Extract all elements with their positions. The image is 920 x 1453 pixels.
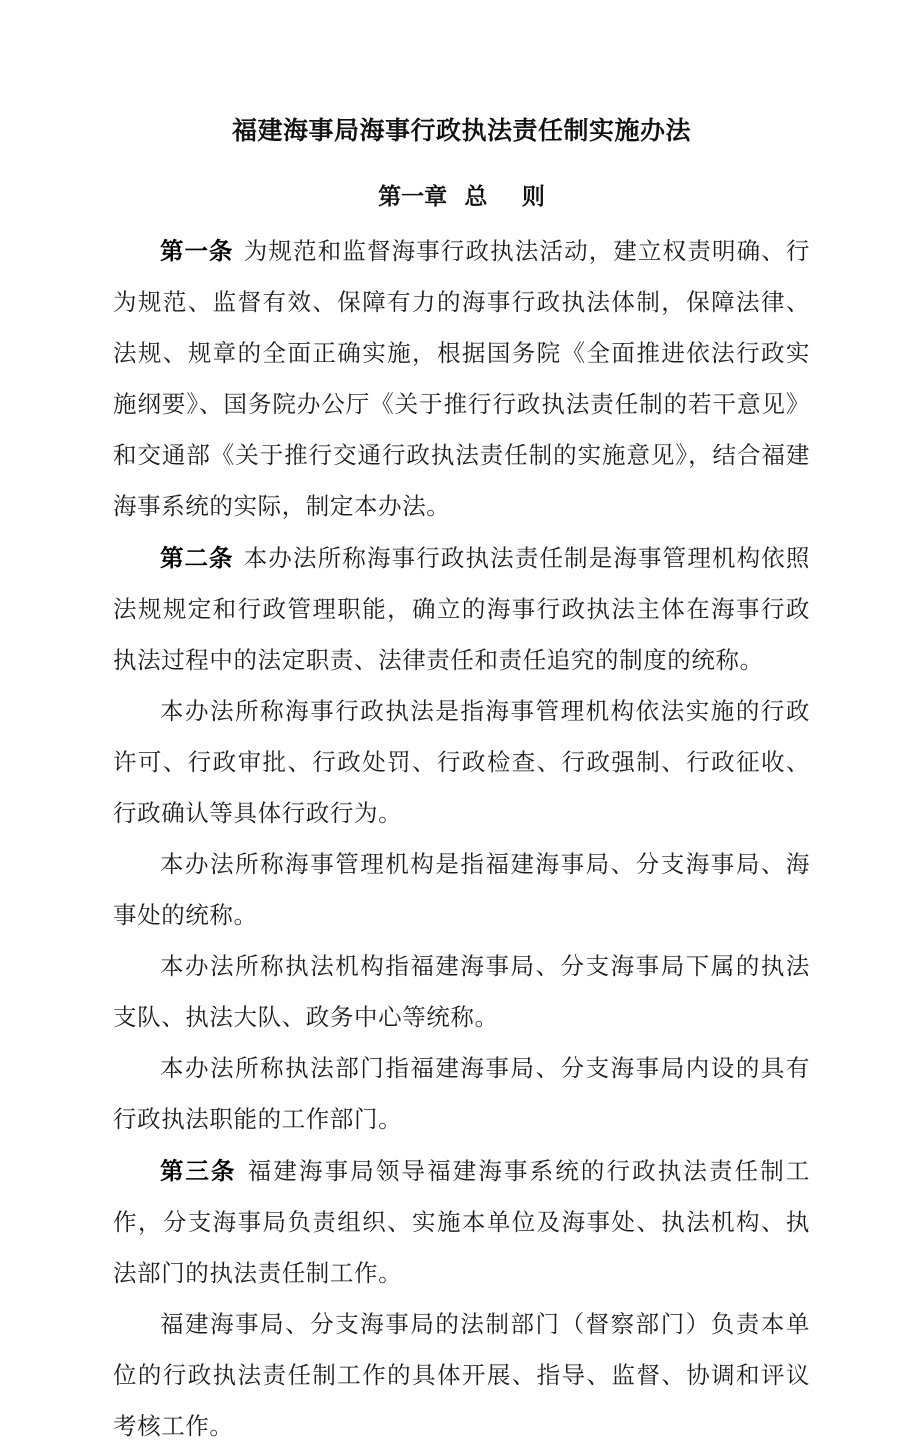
- paragraph-text: 本办法所称执法部门指福建海事局、分支海事局内设的具有行政执法职能的工作部门。: [113, 1056, 810, 1133]
- paragraph-text: 本办法所称海事行政执法责任制是海事管理机构依照法规规定和行政管理职能，确立的海事行政执法主体在海事行政执法过程中的法定职责、法律责任和责任追究的制度的统称。: [113, 546, 810, 674]
- paragraph: [113, 840, 810, 942]
- paragraph-text: 福建海事局领导福建海事系统的行政执法责任制工作，分支海事局负责组织、实施本单位及海事处、执法机构、执法部门的执法责任制工作。: [113, 1159, 811, 1287]
- paragraph: [113, 942, 810, 1044]
- document-body: [113, 226, 810, 1453]
- paragraph-text: 本办法所称海事行政执法是指海事管理机构依法实施的行政许可、行政审批、行政处罚、行政检查、行政强制、行政征收、行政确认等具体行政行为。: [113, 699, 810, 827]
- paragraph: [113, 226, 810, 533]
- chapter-heading-number: 第一章: [378, 183, 448, 209]
- chapter-heading-name-part1: 总: [464, 183, 488, 209]
- paragraph: [113, 1146, 810, 1300]
- chapter-heading-name-part2: 则: [521, 183, 545, 209]
- article-label: 第一条: [160, 238, 234, 264]
- paragraph-text: 本办法所称海事管理机构是指福建海事局、分支海事局、海事处的统称。: [113, 852, 810, 929]
- article-label: 第二条: [160, 545, 234, 571]
- chapter-heading: [113, 185, 810, 208]
- paragraph-text: 本办法所称执法机构指福建海事局、分支海事局下属的执法支队、执法大队、政务中心等统称。: [113, 954, 810, 1031]
- paragraph: [113, 533, 810, 687]
- paragraph: [113, 1300, 810, 1453]
- paragraph-text: 福建海事局、分支海事局的法制部门（督察部门）负责本单位的行政执法责任制工作的具体开展、指导、监督、协调和评议考核工作。: [113, 1312, 810, 1440]
- paragraph: [113, 687, 810, 840]
- paragraph: [113, 1044, 810, 1146]
- document-title: 福建海事局海事行政执法责任制实施办法: [231, 117, 691, 145]
- article-label: 第三条: [160, 1158, 237, 1184]
- paragraph-text: 为规范和监督海事行政执法活动，建立权责明确、行为规范、监督有效、保障有力的海事行政执法体制，保障法律、法规、规章的全面正确实施，根据国务院《全面推进依法行政实施纲要》、国务院办公厅《关于推行行政执法责任制的若干意见》和交通部《关于推行交通行政执法责任制的实施意见》，结合福建海事系统的实际，制定本办法。: [113, 239, 810, 520]
